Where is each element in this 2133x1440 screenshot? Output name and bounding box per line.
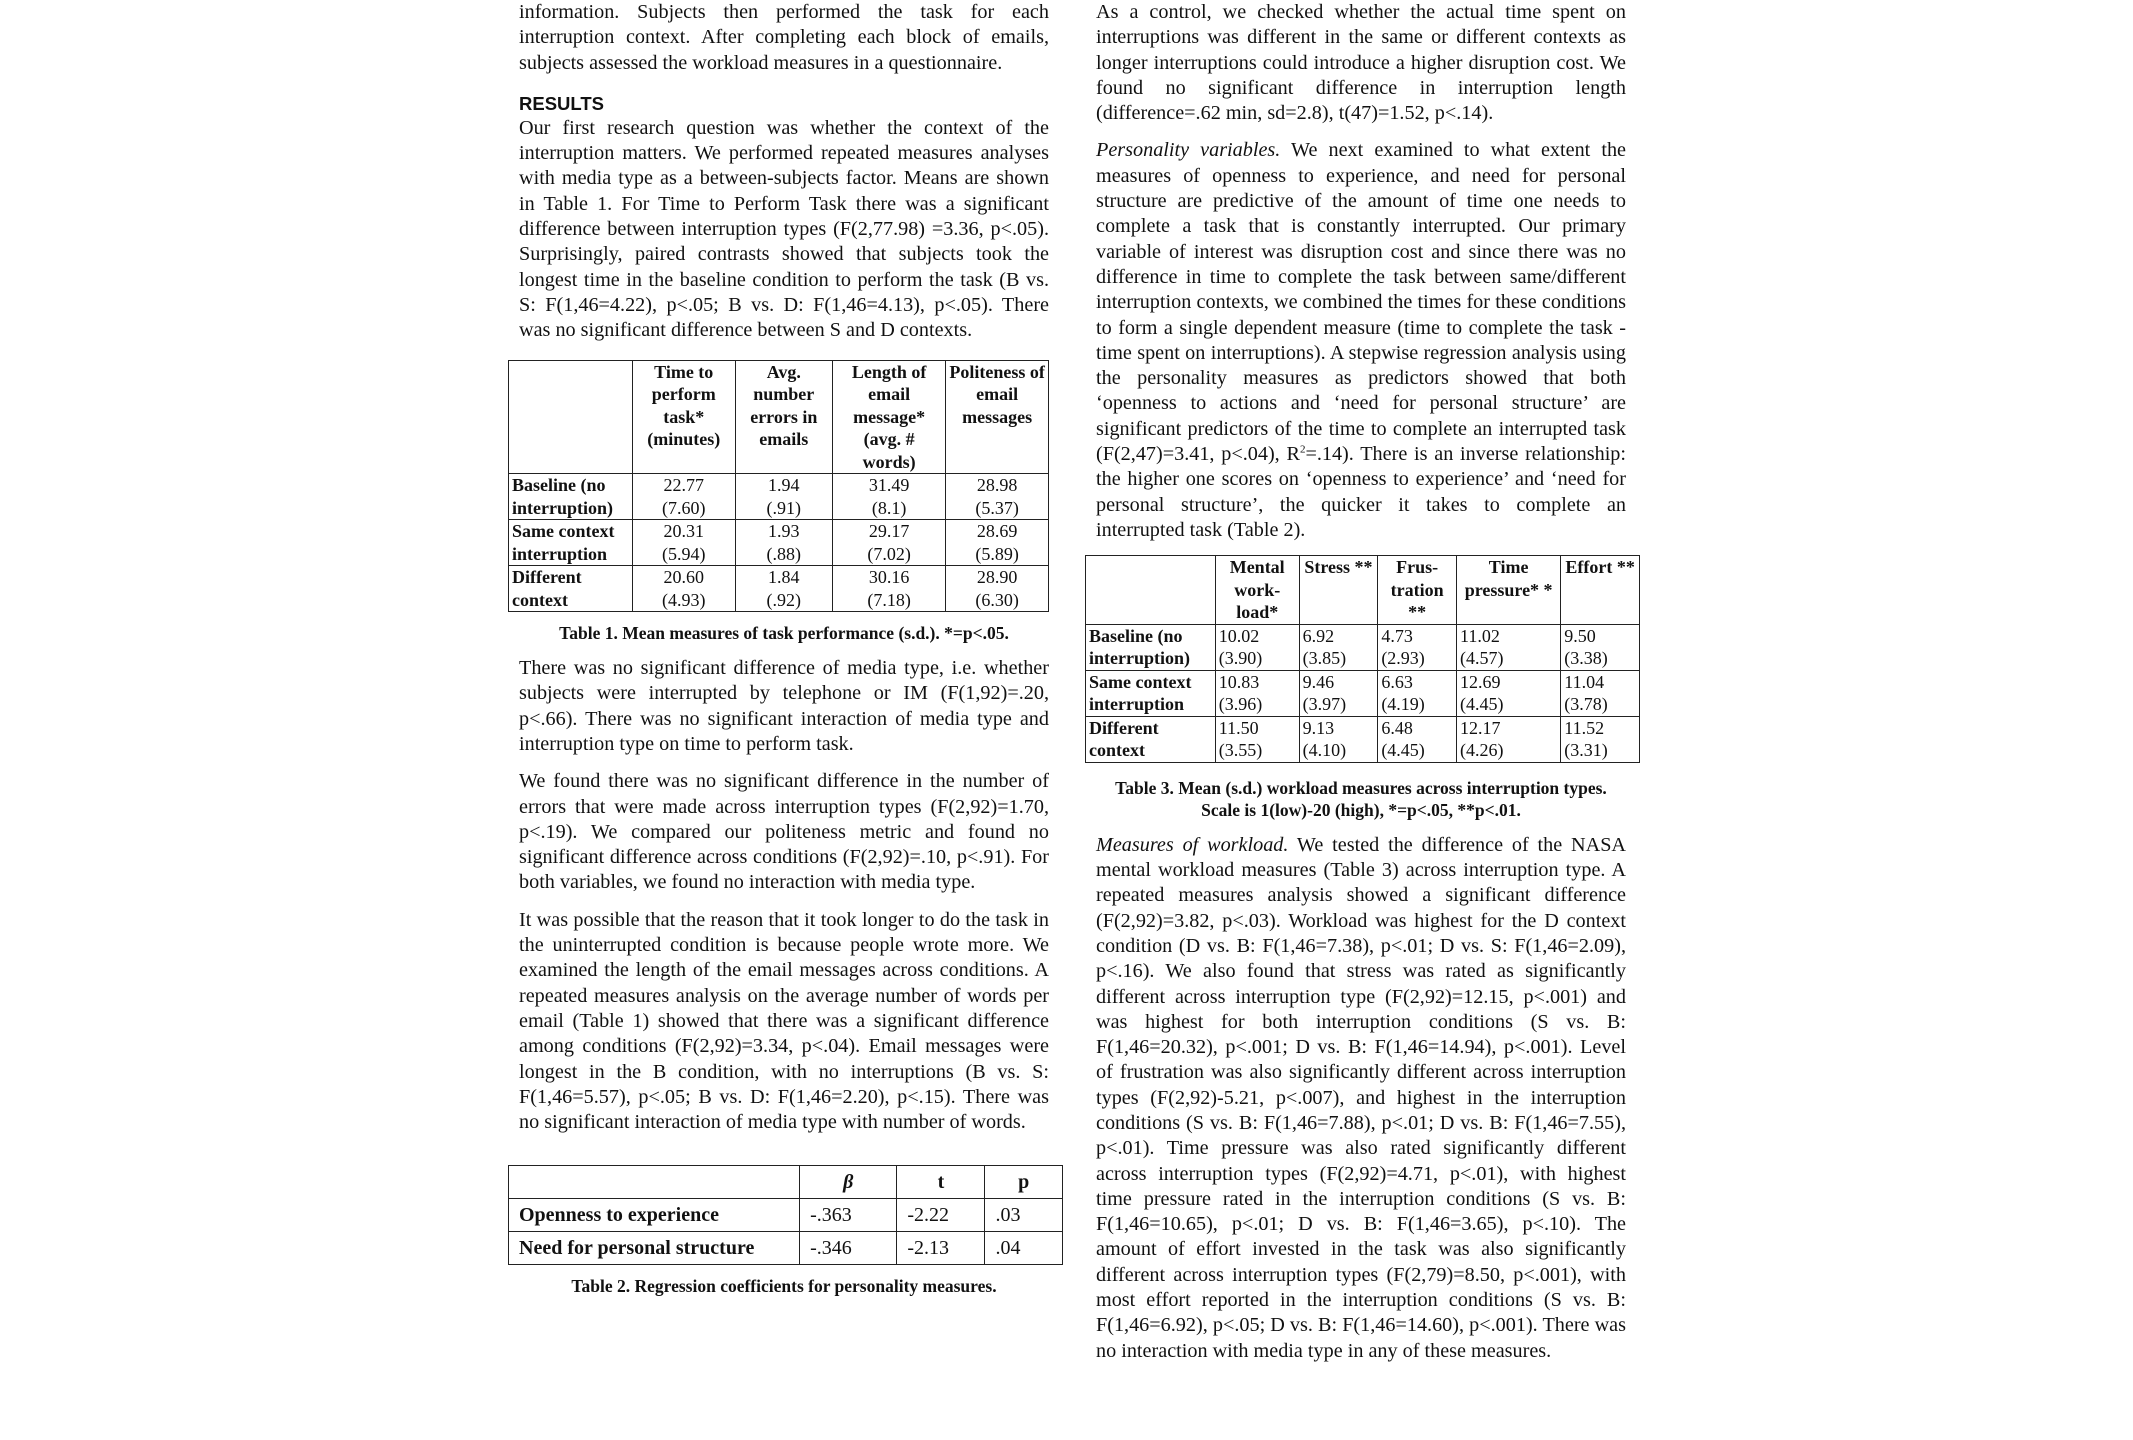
cell-mean: 11.50	[1218, 717, 1259, 738]
cell-mean: 6.48	[1381, 717, 1413, 738]
cell-mean: 20.60	[663, 567, 704, 588]
table-3-header-cell: Frus-tration **	[1378, 556, 1457, 625]
table-2-header-row	[509, 1166, 1063, 1199]
cell-sd: (4.57)	[1460, 648, 1504, 669]
personality-paragraph	[1096, 138, 1626, 543]
table-cell	[1378, 716, 1457, 762]
cell-sd: (5.94)	[661, 543, 706, 564]
table-cell: -2.13	[897, 1232, 985, 1265]
table-cell	[1215, 624, 1299, 670]
cell-mean: 11.04	[1564, 671, 1605, 692]
workload-text: We tested the difference of the NASA mental workload measures (Table 3) across interruption type. A repeated measures analysis showed a significant difference (F(2,92)=3.82, p<.03). Workload was highest for the D context condition (D vs. B: F(1,46=7.38), p<.01; D vs. S: F(1,46=2.09), p<.16). We also found that stress was rated as significantly different across interruption type (F(2,92)=12.15, p<.001) and was highest for both interruption conditions (S vs. B: F(1,46=20.32), p<.001; D vs. B: F(1,46=14.94), p<.001). Level of frustration was also significantly different across interruption types (F(2,92)-5.21, p<.007), and highest in the interruption conditions (S vs. B: F(1,46=7.88), p<.01; D vs. B: F(1,46=7.55), p<.01). Time pressure was also rated significantly different across interruption types (F(2,92)=4.71, p<.01), with highest time pressure rated in the interruption conditions (S vs. B: F(1,46=10.65), p<.01; D vs. B: F(1,46=3.65), p<.10). The amount of effort invested in the task was also significantly different across interruption types (F(2,79)=8.50, p<.001), with most effort reported in the interruption conditions (S vs. B: F(1,46=6.92), p<.05; D vs. B: F(1,46=14.60), p<.001). There was no interaction with media type in any of these measures.	[1096, 833, 1626, 1362]
cell-mean: 4.73	[1381, 625, 1413, 646]
table-1-header-cell: Time to perform task* (minutes)	[632, 360, 735, 474]
table-3-header-cell: Effort **	[1561, 556, 1640, 625]
cell-sd: (7.02)	[867, 543, 911, 564]
table-1-caption: Table 1. Mean measures of task performance (s.d.). *=p<.05.	[559, 623, 1009, 644]
cell-mean: 11.02	[1460, 625, 1500, 646]
workload-paragraph	[1096, 833, 1626, 1364]
cell-sd: (.88)	[766, 543, 802, 564]
cell-mean: 10.02	[1218, 625, 1260, 646]
table-cell	[735, 520, 832, 566]
results-heading: RESULTS	[519, 92, 604, 114]
table-cell	[1378, 670, 1457, 716]
table-3-header-cell: Time pressure* *	[1457, 556, 1561, 625]
table-1-header-cell: Avg. number errors in emails	[735, 360, 832, 474]
left-column	[512, 0, 1049, 1297]
table-cell: -2.22	[897, 1199, 985, 1232]
table-row	[509, 1199, 1063, 1232]
table-cell	[735, 566, 832, 612]
table-row	[1086, 624, 1640, 670]
table-cell	[946, 566, 1049, 612]
r-squared-superscript: 2	[1299, 443, 1306, 456]
cell-mean: 1.84	[768, 567, 800, 588]
table-row	[509, 474, 1049, 520]
table-3-header-row	[1086, 556, 1640, 625]
cell-sd: (3.55)	[1218, 740, 1263, 761]
table-cell: -.363	[800, 1199, 897, 1232]
workload-lead: Measures of workload.	[1096, 833, 1289, 856]
table-1-header-row	[509, 360, 1049, 474]
row-header: Openness to experience	[509, 1199, 800, 1232]
cell-sd: (4.26)	[1460, 740, 1504, 761]
p-header: p	[985, 1166, 1063, 1199]
cell-mean: 11.52	[1564, 717, 1605, 738]
table-cell: .03	[985, 1199, 1063, 1232]
personality-lead: Personality variables.	[1096, 139, 1281, 162]
table-cell	[1215, 670, 1299, 716]
row-header: Baseline (no interruption)	[1086, 624, 1216, 670]
cell-mean: 9.46	[1302, 671, 1335, 692]
table-row	[509, 566, 1049, 612]
table-cell	[1457, 624, 1561, 670]
cell-mean: 28.90	[976, 567, 1018, 588]
cell-mean: 31.49	[868, 475, 910, 496]
cell-mean: 22.77	[663, 475, 704, 496]
cell-mean: 28.98	[976, 475, 1018, 496]
table-cell	[735, 474, 832, 520]
cell-sd: (7.18)	[867, 589, 911, 610]
table-1	[508, 360, 1049, 613]
control-paragraph: As a control, we checked whether the actual time spent on interruptions was different in the same or different contexts as longer interruptions could introduce a higher disruption cost. We found no significant difference in interruption length (difference=.62 min, sd=2.8), t(47)=1.52, p<.14).	[1096, 1, 1626, 125]
cell-mean: 6.63	[1381, 671, 1413, 692]
row-header: Different context	[1086, 716, 1216, 762]
cell-sd: (4.19)	[1381, 694, 1425, 715]
table-1-header-cell: Length of email message* (avg. # words)	[832, 360, 945, 474]
cell-sd: (4.10)	[1302, 740, 1347, 761]
table-cell	[1457, 670, 1561, 716]
cell-sd: (5.89)	[975, 543, 1019, 564]
table-row	[509, 1232, 1063, 1265]
table-1-header-cell	[509, 360, 633, 474]
cell-sd: (3.31)	[1564, 740, 1608, 761]
cell-sd: (2.93)	[1381, 648, 1425, 669]
table-cell	[946, 474, 1049, 520]
table-cell	[1299, 624, 1378, 670]
table-3-header-cell: Stress **	[1299, 556, 1378, 625]
table-3	[1085, 555, 1640, 763]
table-3-header-cell	[1086, 556, 1216, 625]
table-2	[508, 1165, 1063, 1265]
cell-sd: (8.1)	[871, 497, 907, 518]
cell-sd: (5.37)	[975, 497, 1019, 518]
cell-sd: (3.97)	[1302, 694, 1347, 715]
beta-header: β	[800, 1166, 897, 1199]
right-column	[1089, 0, 1635, 1364]
table-2-header-cell	[509, 1166, 800, 1199]
table-cell	[1457, 716, 1561, 762]
table-cell	[832, 566, 945, 612]
results-paragraph-3: We found there was no significant difference in the number of errors that were made across interruption types (F(2,92)=1.70, p<.19). We compared our politeness metric and found no significant difference across conditions (F(2,92)=.10, p<.91). For both variables, we found no interaction with media type.	[519, 770, 1049, 894]
cell-sd: (.92)	[766, 589, 802, 610]
table-3-caption: Table 3. Mean (s.d.) workload measures across interruption types. Scale is 1(low)-20 (high), *=p<.05, **p<.01.	[1115, 777, 1607, 820]
row-header: Same context interruption	[509, 520, 633, 566]
table-1-header-cell: Politeness of email messages	[946, 360, 1049, 474]
cell-mean: 6.92	[1302, 625, 1335, 646]
cell-mean: 29.17	[868, 521, 910, 542]
cell-mean: 20.31	[663, 521, 704, 542]
cell-mean: 30.16	[868, 567, 910, 588]
table-2-caption: Table 2. Regression coefficients for personality measures.	[571, 1276, 997, 1297]
table-cell: -.346	[800, 1232, 897, 1265]
cell-sd: (6.30)	[975, 589, 1019, 610]
table-cell	[832, 474, 945, 520]
cell-mean: 28.69	[976, 521, 1018, 542]
personality-text-b: =.14). There is an inverse relationship: the higher one scores on ‘openness to experience’ and ‘need for personal structure’, the quicker it takes to complete an interrupted task (Table 2).	[1096, 443, 1627, 541]
results-paragraph-2: There was no significant difference of media type, i.e. whether subjects were interrupted by telephone or IM (F(1,92)=.20, p<.66). There was no significant interaction of media type and interruption type on time to perform task.	[519, 657, 1049, 755]
cell-sd: (.91)	[766, 497, 802, 518]
personality-text-a: We next examined to what extent the measures of openness to experience, and need for personal structure are predictive of the amount of time one needs to complete a task that is constantly interrupted. Our primary variable of interest was disruption cost and since there was no difference in time to complete the task between same/different interruption contexts, we combined the times for these conditions to form a single dependent measure (time to complete the task - time spent on interruptions). A stepwise regression analysis using the personality measures as predictors showed that both ‘openness to actions and ‘need for personal structure’ are significant predictors of the time to complete an interrupted task (F(2,47)=3.41, p<.04), R	[1096, 139, 1626, 466]
cell-mean: 10.83	[1218, 671, 1260, 692]
row-header: Same context interruption	[1086, 670, 1216, 716]
results-paragraph-1: Our first research question was whether the context of the interruption matters. We performed repeated measures analyses with media type as a between-subjects factor. Means are shown in Table 1. For Time to Perform Task there was a significant difference between interruption types (F(2,77.98) =3.36, p<.05). Surprisingly, paired contrasts showed that subjects took the longest time in the baseline condition to perform the task (B vs. S: F(1,46=4.22), p<.05; B vs. D: F(1,46=4.13), p<.05). There was no significant difference between S and D contexts.	[519, 116, 1049, 342]
cell-sd: (3.96)	[1218, 694, 1263, 715]
table-cell	[1561, 670, 1640, 716]
cell-sd: (4.45)	[1381, 740, 1425, 761]
cell-mean: 9.50	[1564, 625, 1596, 646]
t-header: t	[897, 1166, 985, 1199]
table-row	[509, 520, 1049, 566]
cell-mean: 12.69	[1460, 671, 1501, 692]
cell-sd: (3.85)	[1302, 648, 1347, 669]
intro-paragraph: information. Subjects then performed the task for each interruption context. After completing each block of emails, subjects assessed the workload measures in a questionnaire.	[519, 1, 1049, 74]
cell-mean: 1.94	[768, 475, 800, 496]
results-paragraph-4: It was possible that the reason that it took longer to do the task in the uninterrupted condition is because people wrote more. We examined the length of the email messages across conditions. A repeated measures analysis on the average number of words per email (Table 1) showed that there was a significant difference among conditions (F(2,92)=3.34, p<.04). Email messages were longest in the B condition, with no interruptions (B vs. S: F(1,46=5.57), p<.05; B vs. D: F(1,46=2.20), p<.15). There was no significant interaction of media type with number of words.	[519, 908, 1049, 1134]
cell-sd: (3.38)	[1564, 648, 1608, 669]
row-header: Baseline (no interruption)	[509, 474, 633, 520]
table-3-header-cell: Mental work-load*	[1215, 556, 1299, 625]
table-cell	[1378, 624, 1457, 670]
table-row	[1086, 670, 1640, 716]
table-cell	[632, 474, 735, 520]
cell-mean: 1.93	[768, 521, 800, 542]
row-header: Different context	[509, 566, 633, 612]
cell-sd: (7.60)	[661, 497, 706, 518]
table-cell	[1561, 716, 1640, 762]
table-cell	[1561, 624, 1640, 670]
table-cell	[946, 520, 1049, 566]
cell-sd: (4.45)	[1460, 694, 1504, 715]
cell-mean: 9.13	[1302, 717, 1335, 738]
table-row	[1086, 716, 1640, 762]
table-cell	[1299, 716, 1378, 762]
cell-sd: (3.90)	[1218, 648, 1263, 669]
table-cell	[632, 566, 735, 612]
table-cell	[1215, 716, 1299, 762]
cell-mean: 12.17	[1460, 717, 1501, 738]
table-cell	[832, 520, 945, 566]
cell-sd: (4.93)	[661, 589, 706, 610]
table-cell: .04	[985, 1232, 1063, 1265]
row-header: Need for personal structure	[509, 1232, 800, 1265]
cell-sd: (3.78)	[1564, 694, 1608, 715]
table-cell	[632, 520, 735, 566]
table-cell	[1299, 670, 1378, 716]
